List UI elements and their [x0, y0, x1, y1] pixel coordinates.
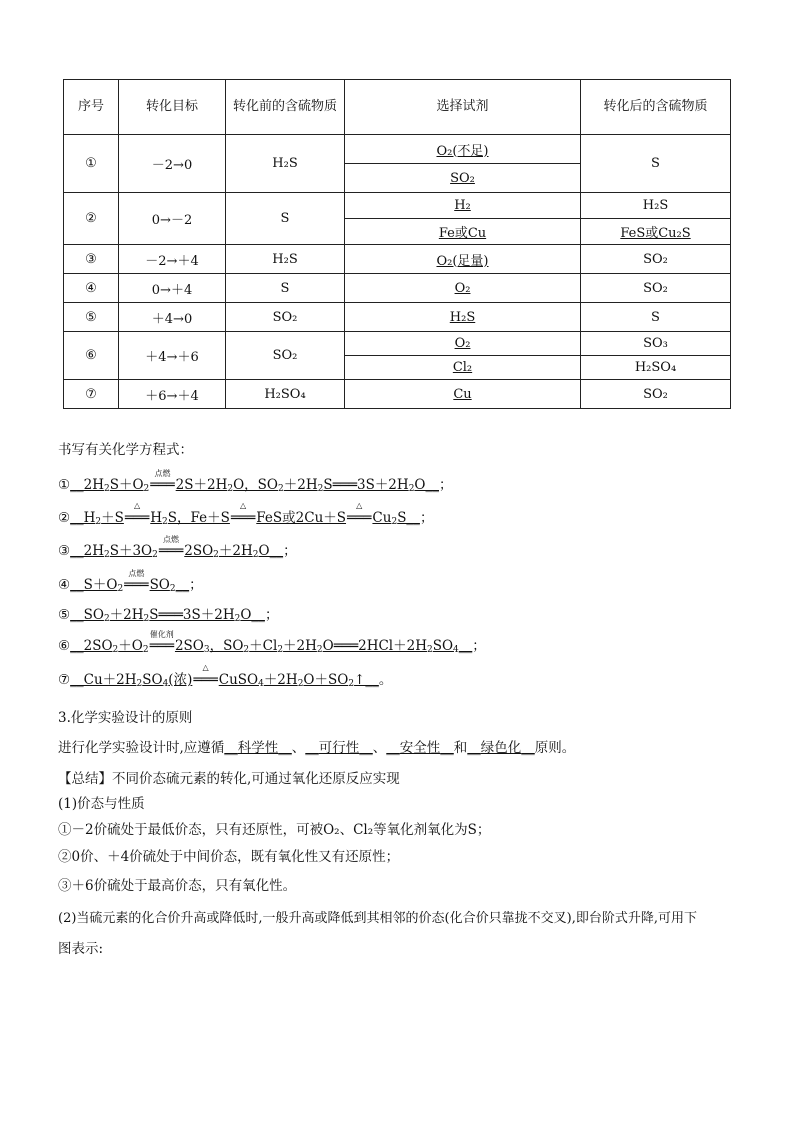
cell-before: S — [226, 193, 345, 245]
cell-target: －2→0 — [119, 135, 226, 193]
cell-reagent: O₂(不足) — [345, 135, 581, 164]
cell-no: ② — [64, 193, 119, 245]
cell-target: 0→＋4 — [119, 274, 226, 303]
blank-2: 可行性 — [318, 740, 360, 756]
summary-label: 【总结】 — [58, 771, 112, 787]
summary-line: 【总结】不同价态硫元素的转化,可通过氧化还原反应实现 — [58, 771, 400, 787]
table-row — [64, 135, 731, 164]
cell-reagent: H₂S — [345, 303, 581, 332]
cell-no: ① — [64, 135, 119, 193]
cell-before: S — [226, 274, 345, 303]
cell-after: SO₂ — [581, 380, 731, 409]
cell-before: SO₂ — [226, 303, 345, 332]
equation-5: $⑤\_\_SO_2+2H_2S═══3S+2H_2O\_\_$； — [58, 607, 279, 624]
cell-after: SO₃ — [581, 332, 731, 356]
summary-p1-title: (1)价态与性质 — [58, 796, 145, 812]
cell-before: H₂S — [226, 245, 345, 274]
table-row — [64, 332, 731, 356]
cell-reagent: H₂ — [345, 193, 581, 219]
cell-target: ＋4→＋6 — [119, 332, 226, 380]
section3-title: 3.化学实验设计的原则 — [58, 710, 193, 726]
blank-4: 绿色化 — [480, 740, 522, 756]
summary-p2-line1: (2)当硫元素的化合价升高或降低时,一般升高或降低到其相邻的价态(化合价只靠拢不交叉),即台阶式升降,可用下 — [58, 911, 697, 926]
cell-target: ＋4→0 — [119, 303, 226, 332]
cell-after: FeS或Cu₂S — [581, 219, 731, 245]
cell-after: S — [581, 135, 731, 193]
summary-p2-line2: 图表示: — [58, 941, 104, 957]
cell-reagent: Fe或Cu — [345, 219, 581, 245]
cell-before: H₂SO₄ — [226, 380, 345, 409]
cell-reagent: Cl₂ — [345, 356, 581, 380]
sulfur-conversion-table — [63, 79, 731, 409]
header-reagent: 选择试剂 — [345, 80, 581, 135]
cell-target: 0→－2 — [119, 193, 226, 245]
cell-no: ⑤ — [64, 303, 119, 332]
cell-reagent: O₂(足量) — [345, 245, 581, 274]
header-after: 转化后的含硫物质 — [581, 80, 731, 135]
cell-after: S — [581, 303, 731, 332]
summary-p1-item-3: ③＋6价硫处于最高价态，只有氧化性。 — [58, 878, 297, 894]
cell-no: ⑥ — [64, 332, 119, 380]
equation-1: $①\_\_2H_2S+O_2$ 点燃 $═══2S+2H_2O$，$SO_2+2H_2S═══3S+2H_2O\_\_$； — [58, 469, 453, 494]
summary-p1-item-1: ①－2价硫处于最低价态，只有还原性，可被O₂、Cl₂等氧化剂氧化为S； — [58, 822, 491, 838]
cell-target: －2→＋4 — [119, 245, 226, 274]
equation-4: $④\_\_S+O_2$ 点燃 $═══SO_2\_\_$； — [58, 569, 203, 594]
cell-reagent: O₂ — [345, 274, 581, 303]
cell-no: ⑦ — [64, 380, 119, 409]
table-row — [64, 274, 731, 303]
blank-3: 安全性 — [399, 740, 441, 756]
header-target: 转化目标 — [119, 80, 226, 135]
cell-target: ＋6→＋4 — [119, 380, 226, 409]
header-no: 序号 — [64, 80, 119, 135]
table-row — [64, 245, 731, 274]
table-row — [64, 303, 731, 332]
equation-2: $②\_\_H_2+S$ △ $═══H_2S$，Fe＋S △ ═══FeS或2Cu＋S △ $═══Cu_2S\_\_$； — [58, 501, 434, 527]
equation-3: $③\_\_2H_2S+3O_2$ 点燃 $═══2SO_2+2H_2O\_\_$； — [58, 535, 297, 560]
table-header-row — [64, 80, 731, 135]
cell-reagent: SO₂ — [345, 164, 581, 193]
blank-1: 科学性 — [237, 740, 279, 756]
cell-before: H₂S — [226, 135, 345, 193]
cell-after: H₂SO₄ — [581, 356, 731, 380]
header-before: 转化前的含硫物质 — [226, 80, 345, 135]
cell-reagent: O₂ — [345, 332, 581, 356]
cell-after: SO₂ — [581, 274, 731, 303]
cell-after: H₂S — [581, 193, 731, 219]
cell-after: SO₂ — [581, 245, 731, 274]
cell-no: ④ — [64, 274, 119, 303]
cell-no: ③ — [64, 245, 119, 274]
equations-heading: 书写有关化学方程式： — [58, 442, 193, 458]
equation-6: $⑥\_\_2SO_2+O_2$ 催化剂 $═══2SO_3$，$SO_2+Cl_2+2H_2O═══2HCl+2H_2SO_4\_\_$； — [58, 630, 486, 655]
summary-p1-item-2: ②0价、＋4价硫处于中间价态，既有氧化性又有还原性； — [58, 849, 400, 865]
cell-before: SO₂ — [226, 332, 345, 380]
table-row — [64, 193, 731, 219]
equation-7: $⑦\_\_Cu+2H_2SO_4$(浓) △ $═══CuSO_4+2H_2O+SO_2↑\_\_$。 — [58, 663, 393, 689]
cell-reagent: Cu — [345, 380, 581, 409]
table-row — [64, 380, 731, 409]
section3-text: 进行化学实验设计时,应遵循__科学性__、__可行性__、__安全性__和__绿色化__原则。 — [58, 740, 576, 756]
